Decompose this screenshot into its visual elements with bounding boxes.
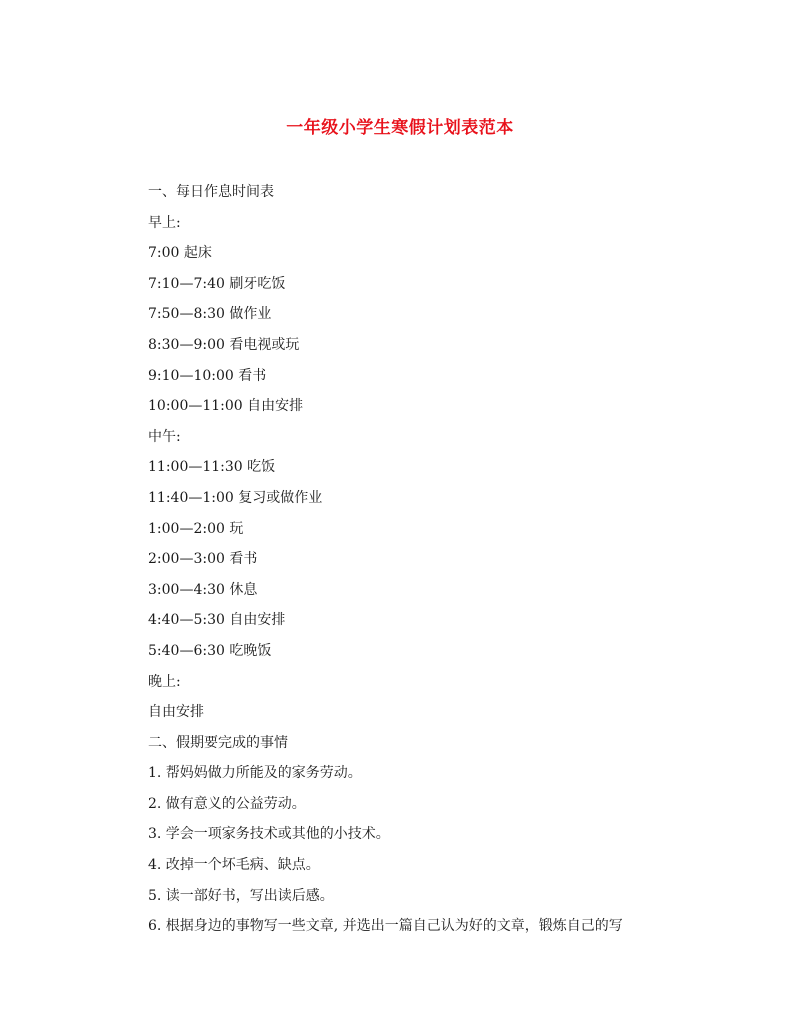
schedule-item: 11:00—11:30 吃饭 xyxy=(148,459,276,476)
schedule-item: 9:10—10:00 看书 xyxy=(148,367,267,384)
task-item: 3. 学会一项家务技术或其他的小技术。 xyxy=(148,826,390,843)
schedule-period-morning: 早上: xyxy=(148,214,181,231)
schedule-item: 3:00—4:30 休息 xyxy=(148,581,258,598)
schedule-item: 自由安排 xyxy=(148,704,204,721)
task-item: 6. 根据身边的事物写一些文章, 并选出一篇自己认为好的文章，锻炼自己的写 xyxy=(148,918,623,935)
schedule-item: 4:40—5:30 自由安排 xyxy=(148,612,286,629)
task-item: 5. 读一部好书，写出读后感。 xyxy=(148,887,334,904)
task-item: 1. 帮妈妈做力所能及的家务劳动。 xyxy=(148,765,362,782)
schedule-period-evening: 晚上: xyxy=(148,673,181,690)
task-item: 4. 改掉一个坏毛病、缺点。 xyxy=(148,857,320,874)
schedule-item: 7:10—7:40 刷牙吃饭 xyxy=(148,275,286,292)
schedule-item: 7:00 起床 xyxy=(148,245,212,262)
schedule-item: 7:50—8:30 做作业 xyxy=(148,306,272,323)
schedule-item: 11:40—1:00 复习或做作业 xyxy=(148,489,323,506)
schedule-item: 10:00—11:00 自由安排 xyxy=(148,398,304,415)
task-item: 2. 做有意义的公益劳动。 xyxy=(148,795,306,812)
schedule-item: 2:00—3:00 看书 xyxy=(148,551,258,568)
section-heading-holiday-tasks: 二、假期要完成的事情 xyxy=(148,734,288,751)
document-body xyxy=(148,177,708,942)
schedule-item: 1:00—2:00 玩 xyxy=(148,520,244,537)
schedule-period-noon: 中午: xyxy=(148,428,181,445)
section-heading-daily-schedule: 一、每日作息时间表 xyxy=(148,184,274,200)
schedule-item: 8:30—9:00 看电视或玩 xyxy=(148,336,300,353)
schedule-item: 5:40—6:30 吃晚饭 xyxy=(148,642,272,659)
document-title: 一年级小学生寒假计划表范本 xyxy=(286,118,514,138)
